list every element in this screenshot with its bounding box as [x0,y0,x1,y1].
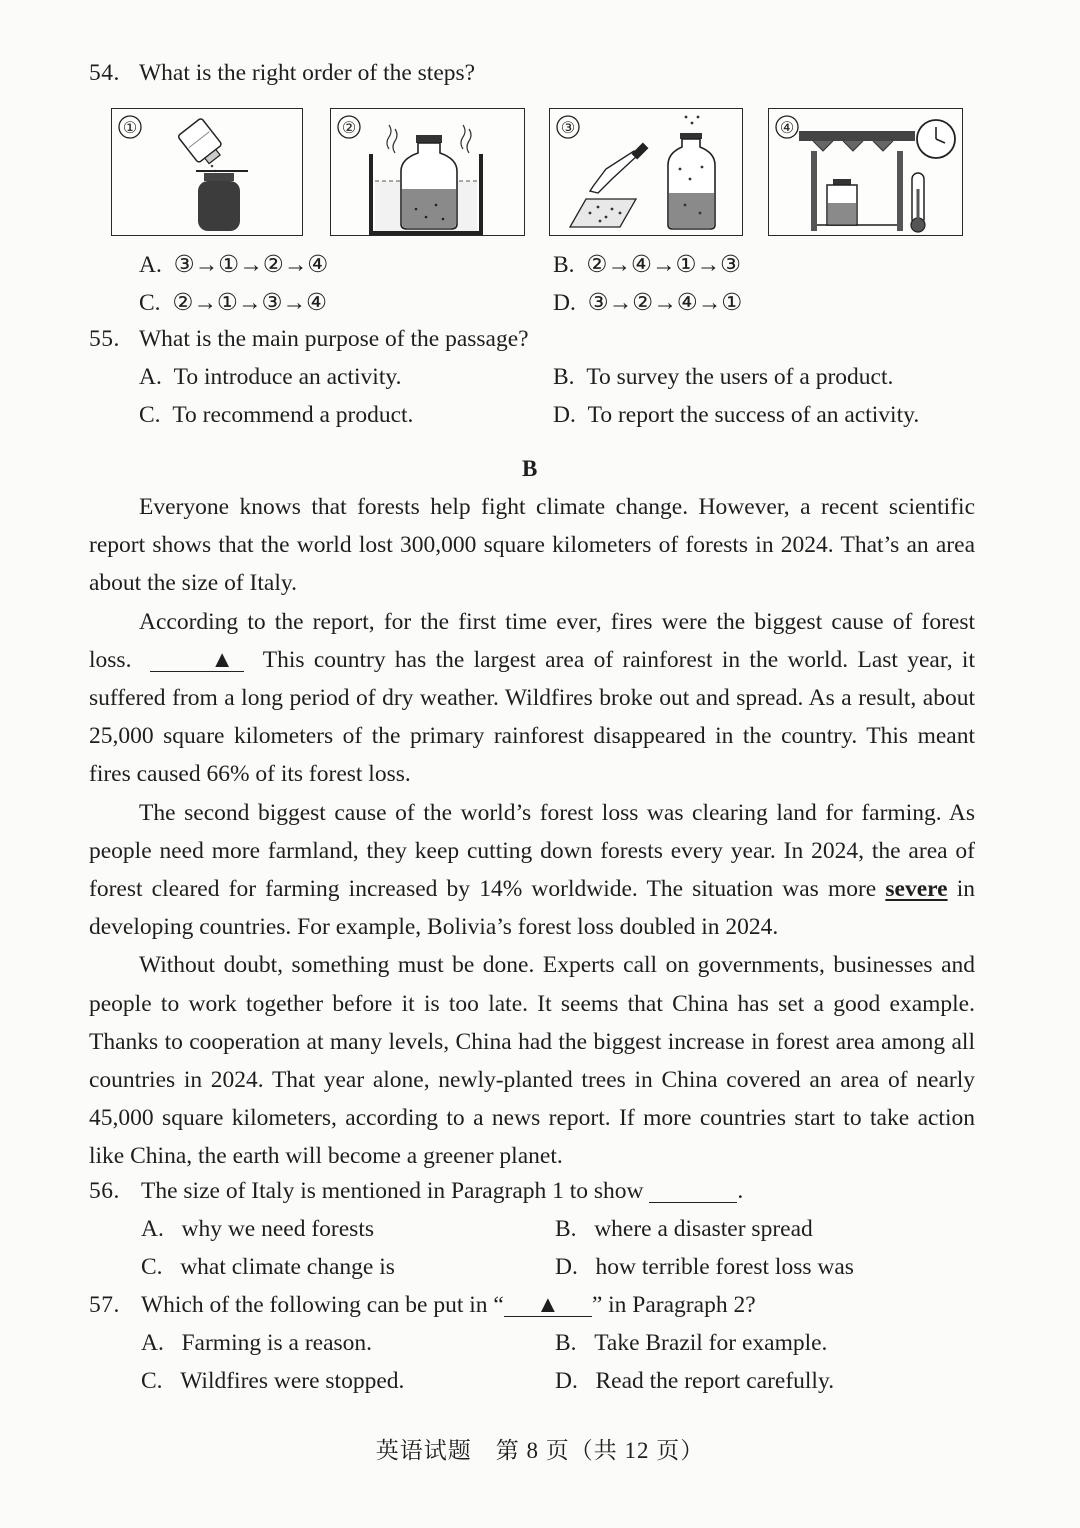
section-b-heading: B [522,456,538,481]
q55-option-c-text: To recommend a product. [172,402,414,428]
q56-option-c-text: what climate change is [180,1254,395,1280]
q54-panel-3-label: ③ [560,118,576,137]
q54-option-b-text: ②→④→①→③ [586,252,742,278]
q55-option-b[interactable]: B. To survey the users of a product. [553,364,894,390]
q54-panel-1 [111,108,303,236]
q54-question: What is the right order of the steps? [139,60,476,86]
paragraph-3: The second biggest cause of the world’s forest loss was clearing land for farming. As people need more farmland, they keep cutting down forests every year. In 2024, the area of forest cleared for farming increased by 14% worldwide. The situation was more severe in developing countries. For example, Bolivia’s forest loss doubled in 2024. [89,799,975,941]
q54-panel-2-label: ② [341,118,357,137]
q55-option-a-text: To introduce an activity. [173,364,402,390]
rack-clock-thermometer-picture [769,109,964,237]
paragraph-2: According to the report, for the first time ever, fires were the biggest cause of forest loss. ▲ This country has the largest area of rainforest in the world. Last year, it suffered from a long period of dry weather. Wildfires broke out and spread. As a result, about 25,000 square kilometers of the primary rainforest disappeared in the country. This meant fires caused 66% of its forest loss. [89,608,975,788]
q56-option-a[interactable]: A. why we need forests [141,1216,374,1242]
q56-option-b[interactable]: B. where a disaster spread [555,1216,813,1242]
q57-option-d-text: Read the report carefully. [595,1368,835,1394]
q54-panel-1-label: ① [122,118,138,137]
q54-panel-2 [330,108,525,236]
q54-option-d[interactable]: D. ③→②→④→① [553,290,743,316]
q54-option-b[interactable]: B. ②→④→①→③ [553,252,742,278]
q54-number: 54. [89,60,120,86]
q57-option-c[interactable]: C. Wildfires were stopped. [141,1368,405,1394]
q54-option-a[interactable]: A. ③→①→②→④ [139,252,329,278]
paragraph-2-blank: ▲ [150,649,244,672]
q57-option-b[interactable]: B. Take Brazil for example. [555,1330,828,1356]
q56-option-d-text: how terrible forest loss was [595,1254,854,1280]
q55-option-c[interactable]: C. To recommend a product. [139,402,414,428]
q54-option-a-text: ③→①→②→④ [173,252,329,278]
q54-option-c[interactable]: C. ②→①→③→④ [139,290,328,316]
q54-option-d-text: ③→②→④→① [587,290,743,316]
q56-blank [649,1180,737,1203]
q56-option-a-text: why we need forests [181,1216,374,1242]
q55-option-a[interactable]: A. To introduce an activity. [139,364,402,390]
paragraph-1: Everyone knows that forests help fight climate change. However, a recent scientific report shows that the world lost 300,000 square kilometers of forests in 2024. That’s an area about the size of Italy. [89,494,975,597]
q56-question: The size of Italy is mentioned in Paragraph 1 to show . [141,1178,744,1204]
q57-option-c-text: Wildfires were stopped. [180,1368,405,1394]
pour-powder-picture [112,109,304,237]
hot-water-bath-picture [331,109,526,237]
chop-and-jar-picture [550,109,744,237]
keyword-severe: severe [885,876,948,903]
q55-option-b-text: To survey the users of a product. [586,364,894,390]
q55-question: What is the main purpose of the passage? [139,326,529,352]
q55-option-d[interactable]: D. To report the success of an activity. [553,402,920,428]
q57-option-a-text: Farming is a reason. [181,1330,373,1356]
q54-panel-3 [549,108,743,236]
q57-option-a[interactable]: A. Farming is a reason. [141,1330,373,1356]
q56-option-d[interactable]: D. how terrible forest loss was [555,1254,854,1280]
q57-number: 57. [89,1292,120,1318]
paragraph-4: Without doubt, something must be done. Experts call on governments, businesses and people to work together before it is too late. It seems that China has set a good example. Thanks to cooperation at many levels, China had the biggest increase in forest area among all countries in 2024. That year alone, newly-planted trees in China covered an area of nearly 45,000 square kilometers, according to a news report. If more countries start to take action like China, the earth will become a greener planet. [89,952,975,1170]
q54-option-c-text: ②→①→③→④ [172,290,328,316]
q56-option-b-text: where a disaster spread [594,1216,813,1242]
q56-option-c[interactable]: C. what climate change is [141,1254,395,1280]
q56-number: 56. [89,1178,120,1204]
q57-option-d[interactable]: D. Read the report carefully. [555,1368,835,1394]
page-footer: 英语试题 第 8 页（共 12 页） [375,1438,705,1463]
q54-panel-4-label: ④ [779,118,795,137]
q55-number: 55. [89,326,120,352]
q57-question: Which of the following can be put in “ ▲ ” in Paragraph 2? [141,1292,756,1318]
q54-panel-4 [768,108,963,236]
passage-b [89,488,975,1176]
q55-option-d-text: To report the success of an activity. [587,402,920,428]
q57-blank: ▲ [504,1294,592,1317]
q57-option-b-text: Take Brazil for example. [594,1330,828,1356]
